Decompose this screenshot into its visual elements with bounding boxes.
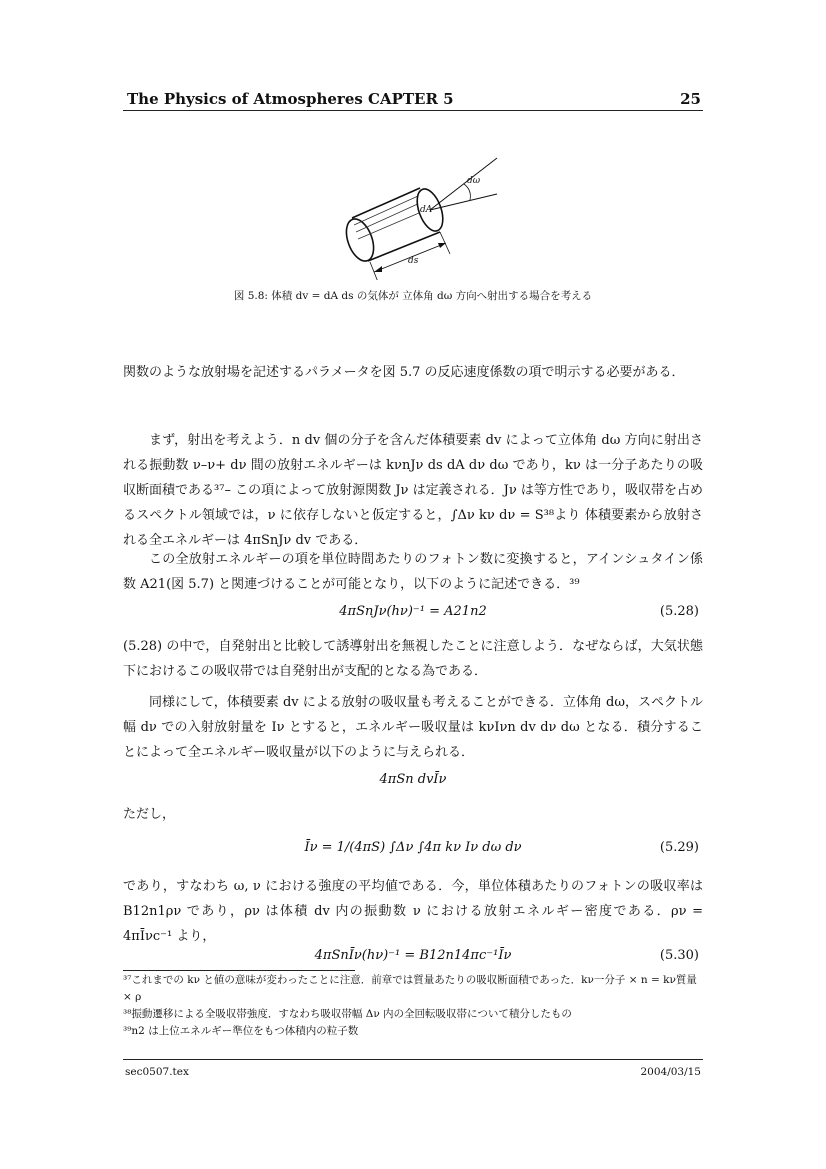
equation-5-29-body: Īν = 1/(4πS) ∫Δν ∫4π kν Iν dω dν bbox=[304, 840, 522, 855]
page-number: 25 bbox=[680, 90, 701, 108]
equation-absorption bbox=[123, 772, 703, 796]
paragraph-5-text: 同様にして，体積要素 dv による放射の吸収量も考えることができる．立体角 dω，スペクトル幅 dν での入射放射量を Iν とすると，エネルギー吸収量は kνIνn dv dν dω となる．積分することによって全エネルギー吸収量が以下のように与えられる． bbox=[123, 695, 703, 760]
cylinder-figure bbox=[322, 150, 502, 280]
equation-5-29-number: (5.29) bbox=[659, 840, 699, 855]
footnote-rule bbox=[123, 970, 355, 971]
paragraph-7 bbox=[123, 874, 703, 949]
footnote-37: ³⁷これまでの kν と値の意味が変わったことに注意．前章では質量あたりの吸収断面積であった．kν一分子 × n = kν質量 × ρ bbox=[123, 974, 697, 1003]
ds-label: ds bbox=[408, 256, 419, 266]
page-header bbox=[123, 88, 703, 111]
footer-date: 2004/03/15 bbox=[640, 1066, 701, 1078]
paragraph-6 bbox=[123, 802, 703, 827]
paragraph-5 bbox=[123, 690, 703, 765]
equation-5-29 bbox=[123, 840, 703, 864]
paragraph-1-text: 関数のような放射場を記述するパラメータを図 5.7 の反応速度係数の項で明示する必要がある． bbox=[123, 365, 685, 380]
equation-5-28-number: (5.28) bbox=[659, 604, 699, 619]
figure-caption: 図 5.8: 体積 dv = dA ds の気体が 立体角 dω 方向へ射出する場合を考える bbox=[233, 290, 593, 302]
equation-5-30 bbox=[123, 948, 703, 972]
paragraph-7-text: であり，すなわち ω, ν における強度の平均値である．今，単位体積あたりのフォトンの吸収率は B12n1ρν であり，ρν は体積 dv 内の振動数 ν における放射エネルギー密度である．ρν = 4πĪνc⁻¹ より， bbox=[123, 879, 703, 944]
footnotes bbox=[123, 972, 703, 1040]
paragraph-3 bbox=[123, 547, 703, 597]
footer-filename: sec0507.tex bbox=[125, 1066, 189, 1078]
equation-5-30-body: 4πSnĪν(hν)⁻¹ = B12n14πc⁻¹Īν bbox=[314, 948, 512, 963]
paragraph-2-text: まず，射出を考えよう．n dv 個の分子を含んだ体積要素 dv によって立体角 dω 方向に射出される振動数 ν–ν+ dν 間の放射エネルギーは kνnJν ds dA dν dω であり，kν は一分子あたりの吸収断面積である³⁷– この項によって放射源関数 Jν は定義される．Jν は等方性であり，吸収帯を占めるスペクトル領域では，ν に依存しないと仮定すると，∫Δν kν dν = S³⁸より 体積要素から放射される全エネルギーは 4πSnJν dv である． bbox=[123, 433, 703, 548]
equation-5-30-number: (5.30) bbox=[659, 948, 699, 963]
page-footer bbox=[123, 1059, 703, 1078]
da-label: dA bbox=[420, 205, 433, 215]
paragraph-4 bbox=[123, 634, 703, 684]
paragraph-2 bbox=[123, 428, 703, 553]
equation-5-28 bbox=[123, 604, 703, 628]
footnote-39: ³⁹n2 は上位エネルギー準位をもつ体積内の粒子数 bbox=[123, 1025, 359, 1037]
running-title: The Physics of Atmospheres CAPTER 5 bbox=[127, 90, 454, 108]
footnote-38: ³⁸振動遷移による全吸収帯強度．すなわち吸収帯幅 Δν 内の全回転吸収帯について積分したもの bbox=[123, 1008, 572, 1020]
paragraph-1 bbox=[123, 360, 703, 385]
equation-absorption-body: 4πSn dvĪν bbox=[379, 772, 447, 787]
dw-label: dω bbox=[467, 176, 481, 186]
paragraph-3-text: この全放射エネルギーの項を単位時間あたりのフォトン数に変換すると，アインシュタイン係数 A21(図 5.7) と関連づけることが可能となり，以下のように記述できる．³⁹ bbox=[123, 552, 703, 592]
paragraph-4-text: (5.28) の中で，自発射出と比較して誘導射出を無視したことに注意しよう．なぜならば，大気状態下におけるこの吸収帯では自発射出が支配的となる為である． bbox=[123, 639, 703, 679]
paragraph-6-text: ただし， bbox=[123, 807, 176, 822]
equation-5-28-body: 4πSnJν(hν)⁻¹ = A21n2 bbox=[339, 604, 487, 619]
